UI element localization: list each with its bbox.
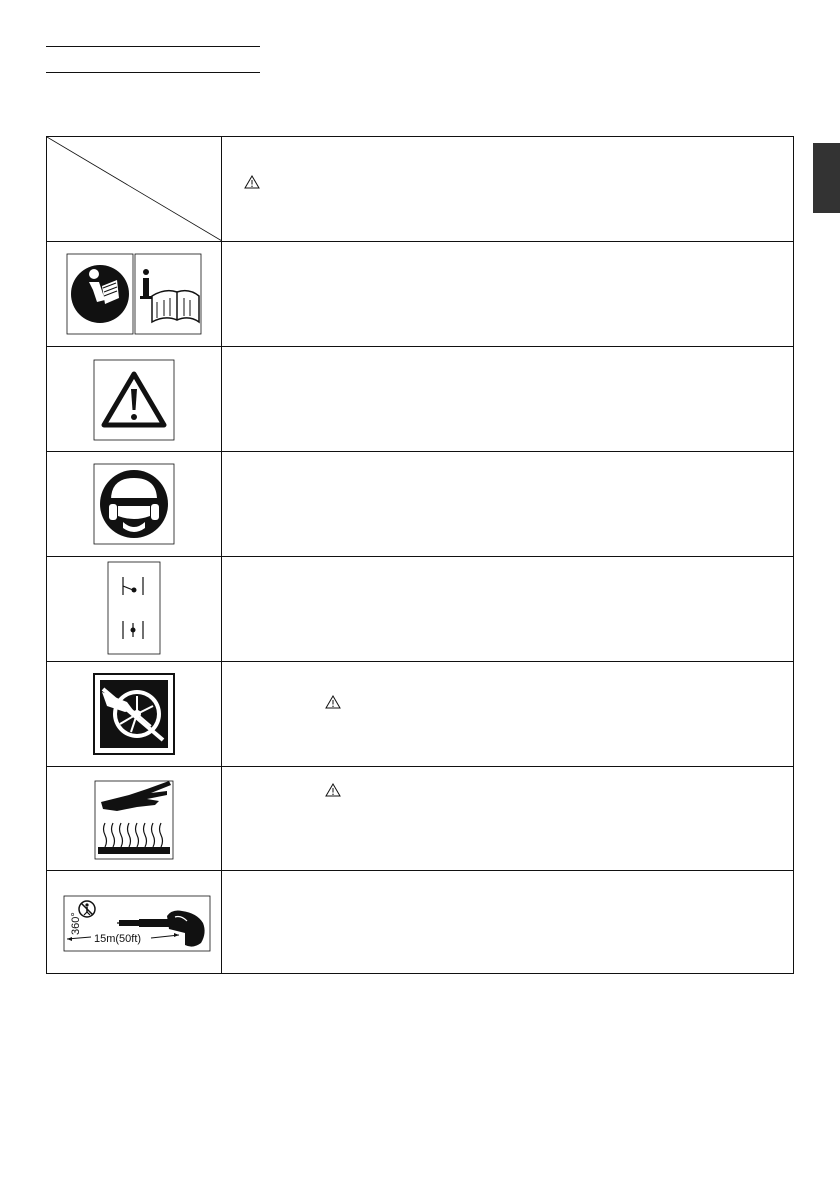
warning-triangle-icon xyxy=(244,175,260,189)
header-rule-2 xyxy=(46,72,260,73)
table-header-row xyxy=(47,137,793,242)
warning-triangle-icon xyxy=(325,783,341,797)
table-row xyxy=(47,347,793,452)
head-eye-ear-protection-icon xyxy=(47,452,222,556)
table-row xyxy=(47,557,793,662)
description-cell xyxy=(222,662,793,766)
on-off-switch-icon xyxy=(47,557,222,661)
header-rule-1 xyxy=(46,46,260,47)
bystander-distance-icon xyxy=(47,871,222,973)
symbol-cell xyxy=(47,662,222,766)
symbol-cell xyxy=(47,557,222,661)
symbol-cell xyxy=(47,452,222,556)
description-cell xyxy=(222,557,793,661)
table-row xyxy=(47,767,793,871)
symbol-cell xyxy=(47,871,222,973)
diagonal-divider xyxy=(47,137,222,241)
table-row xyxy=(47,662,793,767)
table-row xyxy=(47,242,793,347)
symbol-table xyxy=(46,136,794,974)
warning-triangle-icon xyxy=(325,695,341,709)
section-tab xyxy=(813,143,840,213)
table-row xyxy=(47,871,793,973)
distance-label: 15m(50ft) xyxy=(94,933,142,945)
hot-surface-icon xyxy=(47,767,222,870)
rotating-blade-hand-icon xyxy=(47,662,222,766)
table-row xyxy=(47,452,793,557)
symbol-cell xyxy=(47,347,222,451)
header-symbol-cell xyxy=(47,137,222,241)
header-meaning-cell xyxy=(222,137,793,241)
read-manual-icon xyxy=(47,242,222,346)
symbol-cell xyxy=(47,242,222,346)
description-cell xyxy=(222,347,793,451)
description-cell xyxy=(222,767,793,870)
symbol-cell xyxy=(47,767,222,870)
safety-alert-icon xyxy=(47,347,222,451)
angle-label: 360° xyxy=(70,912,82,935)
description-cell xyxy=(222,871,793,973)
description-cell xyxy=(222,242,793,346)
description-cell xyxy=(222,452,793,556)
